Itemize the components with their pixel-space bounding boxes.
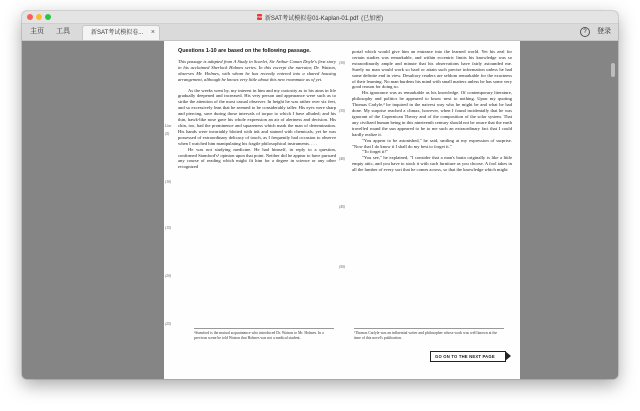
line-marker: (40) <box>339 157 345 161</box>
pdf-file-icon: PDF <box>256 15 263 19</box>
passage-paragraph: "You see," he explained, "I consider that a man's brain originally is like a little empty attic, and you have to stock it with such furniture as you choose. A fool takes in all the lumber of every sort that he comes across, so that the knowledge which might <box>352 155 512 173</box>
tab-label: 新SAT考试模拟卷... <box>91 30 144 36</box>
help-icon[interactable]: ? <box>580 27 590 37</box>
pdf-reader-window <box>22 11 618 379</box>
passage-paragraph: "To forget it!" <box>362 149 388 155</box>
line-marker: (20) <box>165 273 171 278</box>
footnote: ¹Stamford is the mutual acquaintance who introduced Dr. Watson to Mr. Holmes. In a previous scene he told Watson that Holmes was not a medical student. <box>194 328 334 340</box>
line-marker: (50) <box>339 265 345 269</box>
go-on-text: GO ON TO THE NEXT PAGE <box>435 354 495 359</box>
toolbar <box>22 24 618 41</box>
passage-paragraph: He was not studying medicine. He had himself, in reply to a question, confirmed Stamford's¹ opinion upon that point. Neither did he appear to have pursued any course of reading which might fit him for a degree in science or any other recognized <box>178 146 336 170</box>
passage-paragraph: portal which would give him an entrance into the learned world. Yet his zeal for certain studies was remarkable, and within eccentric limits his knowledge was so extraordinarily ample and minute that his observations have fairly astounded me. Surely no man would work so hard or attain such precise information unless he had some definite end in view. Desultory readers are seldom remarkable for the exactness of their learning. No man burdens his mind with small matters unless he has some very good reason for doing so. <box>352 49 512 90</box>
home-button[interactable]: 主页 <box>30 28 44 35</box>
passage-paragraph: "You appear to be astonished," he said, smiling at my expression of surprise. "Now that I do know it I shall do my best to forget it." <box>352 137 512 149</box>
line-marker: (15) <box>165 225 171 230</box>
line-marker: (25) <box>165 321 171 326</box>
arrow-right-icon <box>505 351 511 361</box>
title-bar <box>22 11 618 24</box>
window-title: 新SAT考试模拟卷01-Kaplan-01.pdf <box>264 15 359 22</box>
passage-intro: This passage is adapted from A Study in Scarlet, Sir Arthur Conan Doyle's first story in his acclaimed Sherlock Holmes series. In this excerpt the narrator, Dr. Watson, observes Mr. Holmes, with whom he has recently entered into a shared housing arrangement, although he knows very little about this new roommate as of yet. <box>178 58 336 82</box>
line-marker: Line <box>165 123 172 128</box>
line-marker: (45) <box>339 205 345 209</box>
document-viewport[interactable] <box>22 41 618 379</box>
left-column <box>165 48 336 326</box>
tab-document[interactable] <box>82 25 160 40</box>
login-button[interactable]: 登录 <box>597 28 611 35</box>
tools-button[interactable]: 工具 <box>56 28 70 35</box>
footnote: ²Thomas Carlyle was an influential writer and philosopher whose work was well known at the time of this novel's publication. <box>354 328 504 340</box>
window-title-suffix: (已加密) <box>361 15 384 22</box>
question-header: Questions 1-10 are based on the following passage. <box>178 48 311 54</box>
window-title-area <box>22 11 618 23</box>
vertical-scrollbar[interactable] <box>611 63 615 77</box>
line-marker: (5) <box>165 131 170 136</box>
line-marker: (10) <box>165 179 171 184</box>
pdf-page <box>164 41 520 379</box>
tab-close-icon[interactable]: × <box>150 29 155 36</box>
passage-paragraph: His ignorance was as remarkable as his knowledge. Of contemporary literature, philosophy and politics he appeared to know next to nothing. Upon my quoting Thomas Carlyle,² he inquired in the naivest way who he might be and what he had done. My surprise reached a climax, however, when I found incidentally that he was ignorant of the Copernican Theory and of the composition of the solar system. That any civilized human being in this nineteenth century should not be aware that the earth travelled round the sun appeared to be to me such an extraordinary fact that I could hardly realize it. <box>352 90 512 137</box>
passage-paragraph: As the weeks went by, my interest in him and my curiosity as to his aims in life gradually deepened and increased. His very person and appearance were such as to strike the attention of the most casual observer. In height he was rather over six feet, and so excessively lean that he seemed to be considerably taller. His eyes were sharp and piercing, save during those intervals of torpor to which I have alluded; and his thin, hawk-like nose gave his whole expression an air of alertness and decision. His chin, too, had the prominence and squareness which mark the man of determination. His hands were invariably blotted with ink and stained with chemicals, yet he was possessed of extraordinary delicacy of touch, as I frequently had occasion to observe when I watched him manipulating his fragile philosophical instruments. . . . <box>178 87 336 146</box>
right-column <box>339 49 512 269</box>
go-on-next-page-label <box>430 351 506 362</box>
line-marker: (35) <box>339 109 345 113</box>
line-marker: (30) <box>339 61 345 65</box>
